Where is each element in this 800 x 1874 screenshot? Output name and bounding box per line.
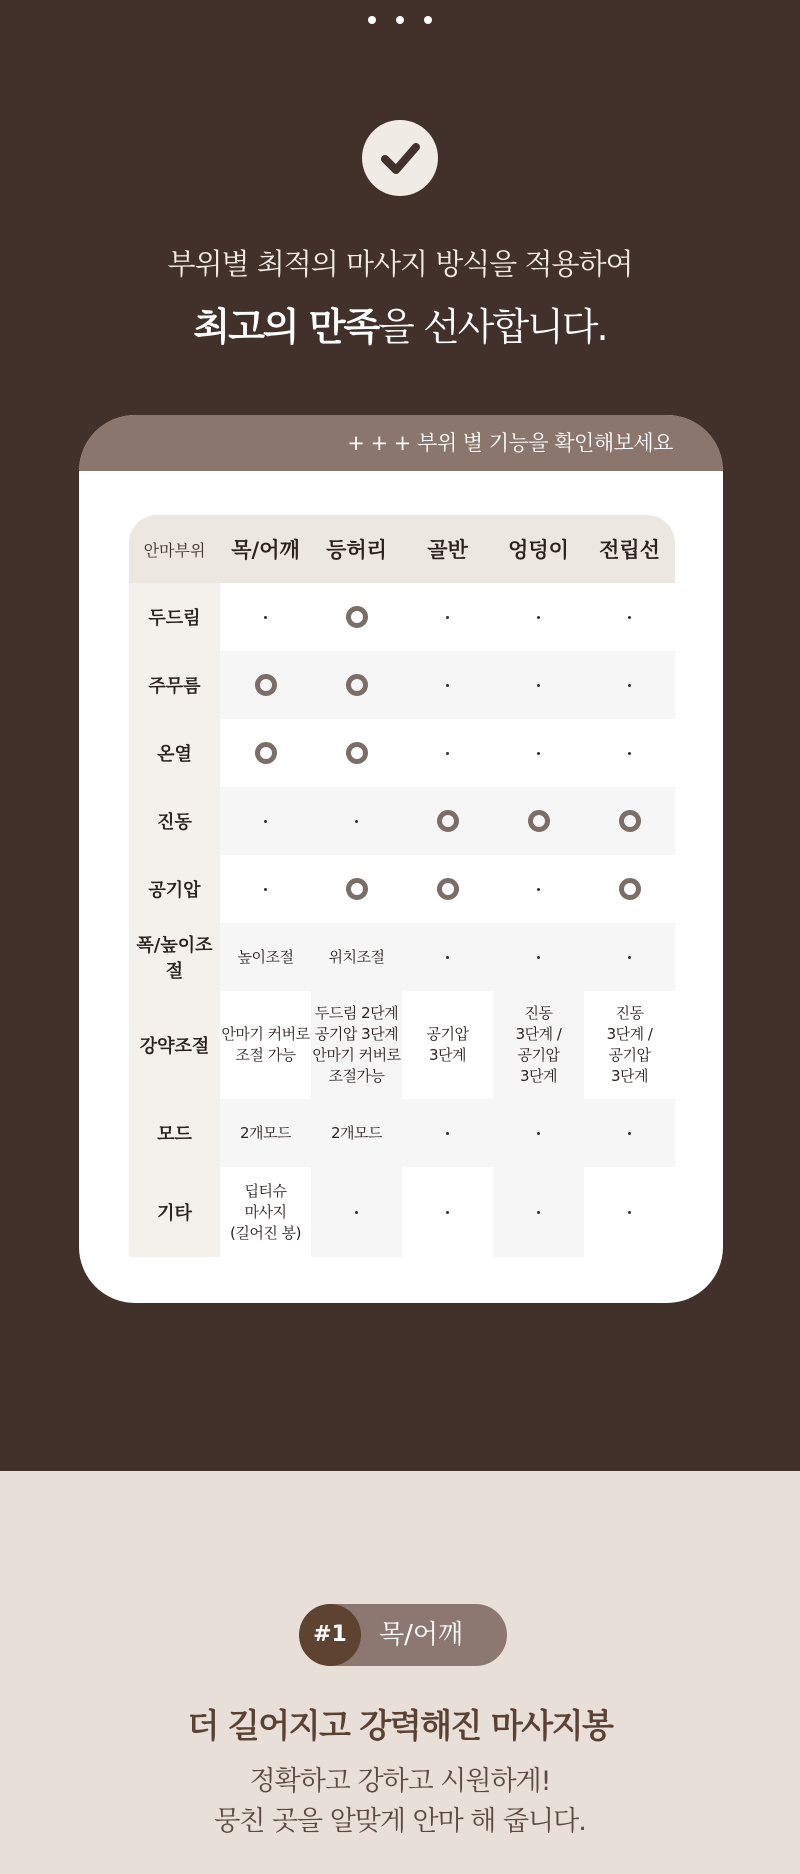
dot-mark-icon: [446, 956, 449, 959]
table-cell: [402, 719, 493, 787]
circle-mark-icon: [255, 742, 277, 764]
table-cell: [584, 719, 675, 787]
badge-number: #1: [299, 1604, 361, 1666]
column-header: 전립선: [584, 515, 675, 583]
table-cell: [584, 991, 675, 1099]
dot-mark-icon: [537, 1132, 540, 1135]
dot-mark-icon: [355, 1211, 358, 1214]
cell-text-line: 조절가능: [328, 1067, 385, 1085]
table-cell: [493, 1167, 584, 1257]
table-cell: [493, 787, 584, 855]
cell-text-line: 두드림 2단계: [314, 1004, 399, 1022]
cell-text-line: 3단계: [610, 1067, 649, 1085]
dot-mark-icon: [446, 752, 449, 755]
section-description: [0, 1762, 800, 1842]
description-line1: 정확하고 강하고 시원하게!: [249, 1766, 551, 1797]
column-header: 골반: [402, 515, 493, 583]
cell-text-line: 3단계 /: [515, 1025, 562, 1043]
cell-text-line: 마사지: [244, 1202, 287, 1221]
dot-mark-icon: [537, 888, 540, 891]
table-cell: [493, 923, 584, 991]
cell-text-line: 공기압 3단계: [314, 1025, 399, 1043]
dot-mark-icon: [446, 1211, 449, 1214]
dot-mark-icon: [537, 752, 540, 755]
cell-text-line: 진동: [615, 1004, 644, 1022]
table-cell: [220, 991, 311, 1099]
dot-mark-icon: [628, 684, 631, 687]
headline-rest: 을 선사합니다.: [378, 305, 607, 349]
table-cell: [220, 719, 311, 787]
row-label: 주무름: [129, 651, 220, 719]
table-cell: [402, 787, 493, 855]
dot-mark-icon: [264, 820, 267, 823]
dot-mark-icon: [628, 616, 631, 619]
circle-mark-icon: [619, 878, 641, 900]
circle-mark-icon: [346, 878, 368, 900]
cell-text-line: (길어진 봉): [230, 1223, 301, 1242]
table-cell: [493, 991, 584, 1099]
column-header: 목/어깨: [220, 515, 311, 583]
table-cell: [311, 1167, 402, 1257]
feature-card: [79, 415, 723, 1303]
row-label: 온열: [129, 719, 220, 787]
table-cell: [402, 651, 493, 719]
table-row: [129, 855, 675, 923]
cell-text-line: 안마기 커버로: [312, 1046, 401, 1064]
dot-mark-icon: [264, 616, 267, 619]
table-header-row: [129, 515, 675, 583]
dot-mark-icon: [446, 684, 449, 687]
circle-mark-icon: [346, 742, 368, 764]
cell-text-line: 2개모드: [239, 1123, 291, 1142]
table-cell: [311, 855, 402, 923]
table-cell: [584, 1099, 675, 1167]
table-cell: [311, 923, 402, 991]
table-cell: [584, 923, 675, 991]
cell-text-line: 공기압: [426, 1025, 469, 1043]
dot-mark-icon: [628, 956, 631, 959]
table-cell: [402, 923, 493, 991]
table-row: [129, 1099, 675, 1167]
section-title: 더 길어지고 강력해진 마사지봉: [187, 1706, 613, 1745]
cell-text-line: 2개모드: [330, 1123, 382, 1142]
row-label: 폭/높이조절: [129, 923, 220, 991]
headline-bold: 최고의 만족: [193, 305, 379, 349]
circle-mark-icon: [437, 810, 459, 832]
table-cell: [584, 787, 675, 855]
row-label: 강약조절: [129, 991, 220, 1099]
badge-label: 목/어깨: [379, 1620, 464, 1650]
cell-text-line: 3단계: [519, 1067, 558, 1085]
table-cell: [311, 787, 402, 855]
row-label: 두드림: [129, 583, 220, 651]
table-cell: [402, 583, 493, 651]
dot-mark-icon: [446, 1132, 449, 1135]
table-cell: [402, 1099, 493, 1167]
dot-mark-icon: [628, 752, 631, 755]
dot-mark-icon: [628, 1211, 631, 1214]
table-cell: [311, 991, 402, 1099]
table-cell: [493, 1099, 584, 1167]
cell-text-line: 진동: [524, 1004, 553, 1022]
table-cell: [584, 1167, 675, 1257]
table-row: [129, 923, 675, 991]
row-label: 공기압: [129, 855, 220, 923]
table-cell: [402, 991, 493, 1099]
cell-text-line: 딥티슈: [244, 1181, 287, 1200]
dot-mark-icon: [264, 888, 267, 891]
feature-table: [129, 515, 675, 1257]
circle-mark-icon: [619, 810, 641, 832]
description-line2: 뭉친 곳을 알맞게 안마 해 줍니다.: [214, 1806, 586, 1837]
table-cell: [311, 1099, 402, 1167]
row-label: 모드: [129, 1099, 220, 1167]
cell-text-line: 높이조절: [237, 947, 294, 966]
section-badge: [299, 1604, 507, 1666]
circle-mark-icon: [255, 674, 277, 696]
cell-text-line: 조절 가능: [235, 1046, 296, 1064]
card-header: + + + 부위 별 기능을 확인해보세요: [79, 415, 723, 471]
table-cell: [220, 855, 311, 923]
circle-mark-icon: [346, 606, 368, 628]
table-row: [129, 991, 675, 1099]
dot-icon: [424, 16, 432, 24]
dot-icon: [368, 16, 376, 24]
table-row: [129, 787, 675, 855]
checkmark-icon: [362, 120, 438, 196]
cell-text-line: 공기압: [608, 1046, 651, 1064]
table-cell: [220, 787, 311, 855]
table-cell: [220, 1167, 311, 1257]
table-cell: [584, 583, 675, 651]
dot-icon: [396, 16, 404, 24]
table-cell: [584, 855, 675, 923]
table-cell: [311, 651, 402, 719]
dot-mark-icon: [537, 956, 540, 959]
cell-text-line: 공기압: [517, 1046, 560, 1064]
table-cell: [220, 583, 311, 651]
table-cell: [220, 651, 311, 719]
table-cell: [311, 583, 402, 651]
table-cell: [220, 1099, 311, 1167]
cell-text-line: 3단계 /: [606, 1025, 653, 1043]
table-cell: [220, 923, 311, 991]
headline-line2: [0, 296, 800, 351]
headline-line1: 부위별 최적의 마사지 방식을 적용하여: [167, 247, 633, 281]
column-header: 등허리: [311, 515, 402, 583]
table-cell: [493, 583, 584, 651]
dot-mark-icon: [628, 1132, 631, 1135]
column-header: 엉덩이: [493, 515, 584, 583]
dot-mark-icon: [537, 684, 540, 687]
table-cell: [402, 855, 493, 923]
row-label: 기타: [129, 1167, 220, 1257]
table-row: [129, 651, 675, 719]
dot-mark-icon: [355, 820, 358, 823]
circle-mark-icon: [437, 878, 459, 900]
cell-text-line: 안마기 커버로: [221, 1025, 310, 1043]
table-body: [129, 583, 675, 1257]
circle-mark-icon: [528, 810, 550, 832]
dot-mark-icon: [537, 1211, 540, 1214]
circle-mark-icon: [346, 674, 368, 696]
table-row: [129, 1167, 675, 1257]
dot-mark-icon: [537, 616, 540, 619]
table-cell: [493, 719, 584, 787]
cell-text-line: 위치조절: [328, 947, 385, 966]
dot-mark-icon: [446, 616, 449, 619]
table-row: [129, 719, 675, 787]
row-label: 진동: [129, 787, 220, 855]
table-cell: [311, 719, 402, 787]
cell-text-line: 3단계: [428, 1046, 467, 1064]
table-cell: [493, 855, 584, 923]
table-cell: [493, 651, 584, 719]
table-row: [129, 583, 675, 651]
corner-label: 안마부위: [129, 515, 220, 583]
pagination-dots: [0, 16, 800, 24]
table-cell: [584, 651, 675, 719]
table-cell: [402, 1167, 493, 1257]
